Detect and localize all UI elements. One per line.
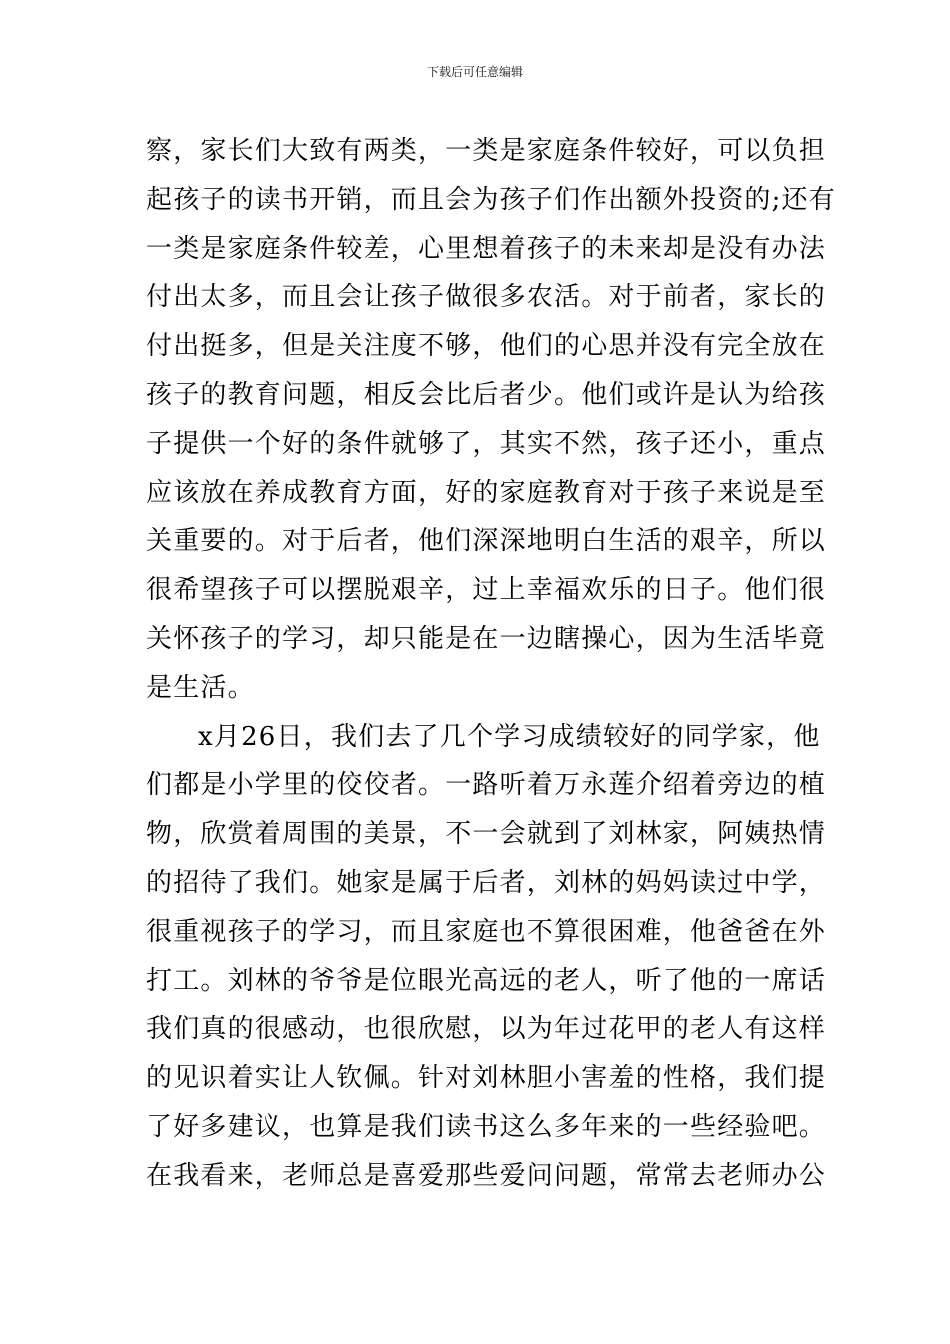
text-line: 付出挺多，但是关注度不够，他们的心思并没有完全放在 xyxy=(146,331,827,362)
text-line: 孩子的教育问题，相反会比后者少。他们或许是认为给孩 xyxy=(146,379,827,410)
text-line: 了好多建议，也算是我们读书这么多年来的一些经验吧。 xyxy=(146,1111,827,1142)
text-line: 关怀孩子的学习，却只能是在一边瞎操心，因为生活毕竟 xyxy=(146,623,827,654)
text-line: 很希望孩子可以摆脱艰辛，过上幸福欢乐的日子。他们很 xyxy=(146,575,827,606)
text-line: 很重视孩子的学习，而且家庭也不算很困难，他爸爸在外 xyxy=(146,916,827,947)
text-line: 察，家长们大致有两类，一类是家庭条件较好，可以负担 xyxy=(146,136,827,166)
text-line: 在我看来，老师总是喜爱那些爱问问题，常常去老师办公 xyxy=(146,1160,827,1191)
text-line: 起孩子的读书开销，而且会为孩子们作出额外投资的;还有 xyxy=(146,184,836,215)
text-line: 一类是家庭条件较差，心里想着孩子的未来却是没有办法 xyxy=(146,233,827,264)
text-line: 是生活。 xyxy=(146,672,255,703)
paragraph xyxy=(146,713,827,1201)
text-line: 子提供一个好的条件就够了，其实不然，孩子还小，重点 xyxy=(146,428,827,459)
text-line: 物，欣赏着周围的美景，不一会就到了刘林家，阿姨热情 xyxy=(146,819,827,850)
text-line: 的招待了我们。她家是属于后者，刘林的妈妈读过中学， xyxy=(146,867,827,898)
text-line: 应该放在养成教育方面，好的家庭教育对于孩子来说是至 xyxy=(146,477,827,508)
page-header: 下载后可任意编辑 xyxy=(426,65,523,79)
text-line: 的见识着实让人钦佩。针对刘林胆小害羞的性格，我们提 xyxy=(146,1063,827,1094)
text-line: 我们真的很感动，也很欣慰，以为年过花甲的老人有这样 xyxy=(146,1014,827,1045)
document-body xyxy=(146,127,836,1201)
paragraph xyxy=(146,127,836,713)
text-line: 们都是小学里的佼佼者。一路听着万永莲介绍着旁边的植 xyxy=(146,770,827,801)
text-line: x月26日，我们去了几个学习成绩较好的同学家，他 xyxy=(198,721,821,752)
text-line: 付出太多，而且会让孩子做很多农活。对于前者，家长的 xyxy=(146,282,827,313)
text-line: 关重要的。对于后者，他们深深地明白生活的艰辛，所以 xyxy=(146,526,827,557)
text-line: 打工。刘林的爷爷是位眼光高远的老人，听了他的一席话 xyxy=(146,965,827,996)
